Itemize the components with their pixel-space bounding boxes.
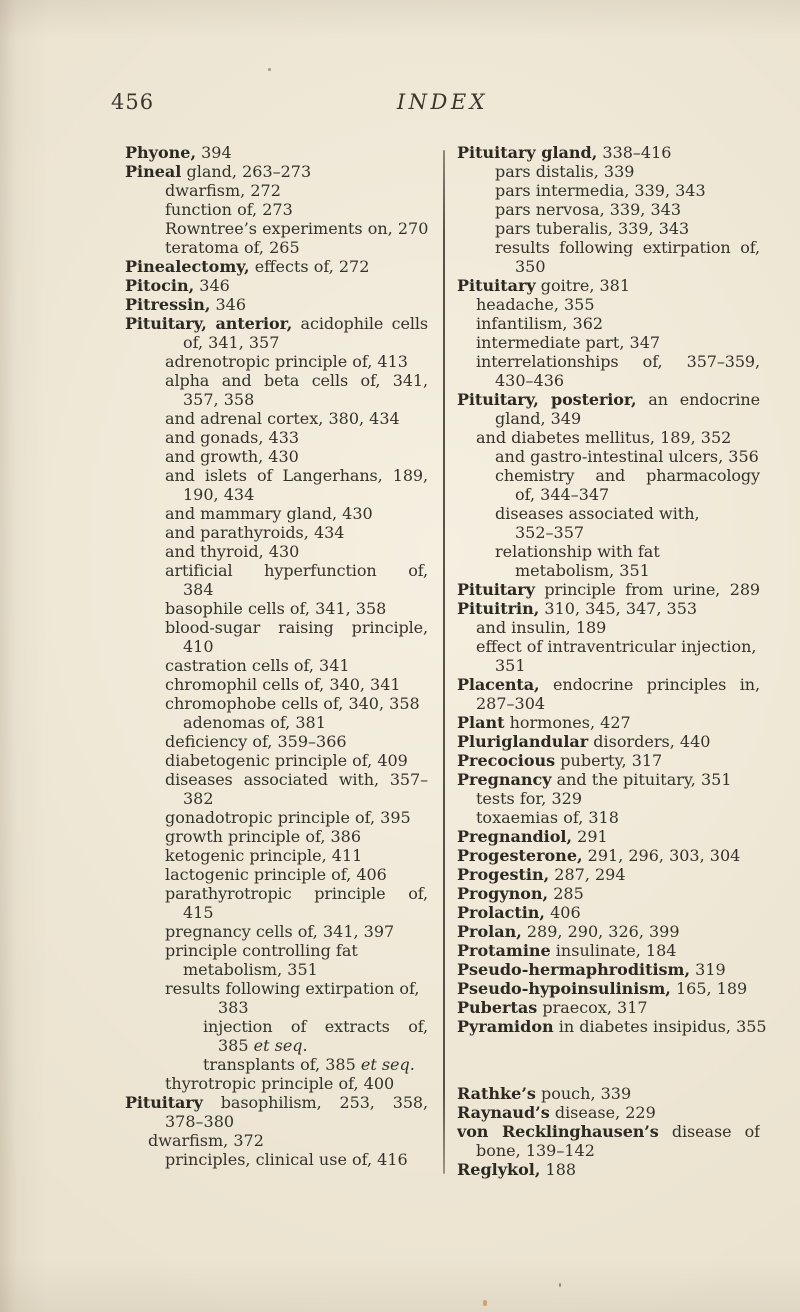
index-entry-line (457, 1122, 760, 1141)
index-entry-line (457, 599, 760, 618)
index-entry-line (125, 295, 428, 314)
index-entry-line (457, 903, 760, 922)
index-entry-text: and gonads, 433 (165, 428, 300, 447)
index-headword: Phyone, (125, 143, 197, 162)
index-entry-text: et seq. (360, 1055, 415, 1074)
index-entry-text: and parathyroids, 434 (165, 523, 345, 542)
index-headword: Prolactin, (457, 903, 545, 922)
index-entry-line (457, 181, 760, 200)
index-headword: Pyramidon (457, 1017, 554, 1036)
index-entry-line (457, 865, 760, 884)
index-entry-text: pars intermedia, 339, 343 (495, 181, 706, 200)
index-entry-text: growth principle of, 386 (165, 827, 362, 846)
index-entry-line (457, 485, 760, 504)
index-entry-line (125, 1150, 428, 1169)
index-entry-line (125, 637, 428, 656)
index-headword: Pseudo-hypoinsulinism, (457, 979, 671, 998)
index-entry-line (457, 1141, 760, 1160)
index-entry-line (457, 827, 760, 846)
index-entry-text: parathyrotropic principle of, (165, 884, 428, 903)
index-entry-text: 406 (545, 903, 581, 922)
index-entry-text: 384 (183, 580, 214, 599)
index-entry-text: and diabetes mellitus, 189, 352 (476, 428, 732, 447)
index-entry-line (125, 713, 428, 732)
index-entry-line (457, 371, 760, 390)
index-entry-line (457, 1017, 767, 1036)
index-title: INDEX (396, 90, 489, 114)
index-entry-text: puberty, 317 (555, 751, 663, 770)
index-entry-line (457, 333, 760, 352)
index-entry-line (125, 314, 428, 333)
index-entry-text: acidophile cells (292, 314, 428, 333)
index-entry-text: 350 (515, 257, 546, 276)
index-entry-text: and the pituitary, 351 (551, 770, 732, 789)
index-entry-text: insulinate, 184 (550, 941, 677, 960)
index-entry-line (457, 428, 760, 447)
index-entry-text: 378–380 (165, 1112, 235, 1131)
index-entry-line (457, 808, 760, 827)
index-entry-text: metabolism, 351 (515, 561, 650, 580)
index-headword: Pitressin, (125, 295, 211, 314)
index-entry-text: castration cells of, 341 (165, 656, 350, 675)
index-entry-line (457, 314, 760, 333)
index-entry-text: gonadotropic principle of, 395 (165, 808, 411, 827)
index-entry-text: alpha and beta cells of, 341, (165, 371, 428, 390)
index-entry-line (125, 219, 428, 238)
index-entry-line (125, 941, 428, 960)
index-entry-line (125, 561, 428, 580)
index-entry-line (457, 713, 760, 732)
index-entry-text: intermediate part, 347 (476, 333, 661, 352)
index-entry-text: 410 (183, 637, 214, 656)
index-entry-line (457, 162, 760, 181)
index-entry-line (125, 599, 428, 618)
index-entry-text: basophile cells of, 341, 358 (165, 599, 387, 618)
index-entry-line (125, 694, 428, 713)
index-entry-text: headache, 355 (476, 295, 595, 314)
index-entry-text: diseases associated with, 357– (165, 770, 428, 789)
index-entry-text: 188 (540, 1160, 577, 1179)
index-headword: Pubertas (457, 998, 538, 1017)
index-entry-text: lactogenic principle of, 406 (165, 865, 387, 884)
paper-speck (483, 1300, 487, 1306)
index-entry-line (125, 352, 428, 371)
index-headword: Pregnandiol, (457, 827, 573, 846)
index-entry-line (457, 770, 760, 789)
index-entry-text: an endocrine (636, 390, 760, 409)
index-entry-text: and islets of Langerhans, 189, (165, 466, 428, 485)
index-entry-line (125, 1131, 428, 1150)
index-entry-line (125, 770, 428, 789)
index-entry-text: endocrine principles in, (539, 675, 760, 694)
index-entry-line (457, 580, 760, 599)
index-entry-text: and gastro-intestinal ulcers, 356 (495, 447, 759, 466)
index-entry-text: 430–436 (495, 371, 565, 390)
index-entry-line (457, 238, 760, 257)
index-entry-text: pars distalis, 339 (495, 162, 635, 181)
index-entry-line (125, 276, 428, 295)
index-entry-line (457, 979, 760, 998)
index-entry-text: 291 (572, 827, 608, 846)
index-entry-text: basophilism, 253, 358, (202, 1093, 428, 1112)
index-entry-line (125, 542, 428, 561)
index-entry-text: 394 (196, 143, 232, 162)
index-entry-line (457, 1103, 760, 1122)
index-entry-text: 382 (183, 789, 214, 808)
index-entry-text: goitre, 381 (535, 276, 631, 295)
index-entry-text: 346 (194, 276, 230, 295)
index-entry-text: 287, 294 (549, 865, 626, 884)
index-entry-line (457, 257, 760, 276)
index-entry-line (457, 390, 760, 409)
index-entry-text: 346 (210, 295, 247, 314)
index-entry-line (125, 789, 428, 808)
index-entry-line (457, 751, 760, 770)
index-entry-line (125, 998, 428, 1017)
index-entry-text: 383 (218, 998, 249, 1017)
index-entry-line (125, 1093, 428, 1112)
index-entry-line (457, 143, 760, 162)
index-headword: Pregnancy (457, 770, 552, 789)
paper-speck (559, 1283, 561, 1287)
index-entry-text: 415 (183, 903, 214, 922)
index-entry-text: results following extirpation of, (165, 979, 420, 998)
index-entry-line (457, 219, 760, 238)
index-headword: Raynaud’s (457, 1103, 550, 1122)
index-entry-text: 357, 358 (183, 390, 255, 409)
index-entry-line (457, 447, 760, 466)
index-entry-line (457, 542, 760, 561)
index-entry-line (125, 238, 428, 257)
index-headword: Progestin, (457, 865, 550, 884)
index-headword: Pinealectomy, (125, 257, 250, 276)
index-entry-line (125, 922, 428, 941)
index-headword: Progesterone, (457, 846, 583, 865)
index-entry-text: bone, 139–142 (476, 1141, 595, 1160)
index-entry-text: injection of extracts of, (203, 1017, 428, 1036)
index-entry-line (125, 656, 428, 675)
paper-speck (268, 68, 271, 71)
index-entry-line (125, 447, 428, 466)
index-entry-line (125, 504, 428, 523)
index-entry-text: chromophobe cells of, 340, 358 (165, 694, 420, 713)
index-headword: Pituitary, anterior, (125, 314, 293, 333)
index-entry-line (457, 504, 760, 523)
index-entry-text: metabolism, 351 (183, 960, 318, 979)
index-entry-text: effects of, 272 (249, 257, 370, 276)
index-entry-line (457, 561, 760, 580)
index-entry-text: artificial hyperfunction of, (165, 561, 428, 580)
index-entry-line (125, 428, 428, 447)
index-entry-text: and thyroid, 430 (165, 542, 300, 561)
index-entry-line (457, 276, 760, 295)
index-entry-line (457, 200, 760, 219)
index-entry-text: principle controlling fat (165, 941, 358, 960)
index-entry-text: disorders, 440 (588, 732, 711, 751)
index-entry-line (457, 941, 760, 960)
index-entry-text: 287–304 (476, 694, 546, 713)
index-entry-text: teratoma of, 265 (165, 238, 300, 257)
index-entry-line (457, 960, 760, 979)
index-entry-line (457, 998, 760, 1017)
index-entry-line (125, 884, 428, 903)
index-entry-text: tests for, 329 (476, 789, 582, 808)
index-entry-line (457, 409, 760, 428)
index-entry-text: and adrenal cortex, 380, 434 (165, 409, 400, 428)
index-entry-text: chemistry and pharmacology (495, 466, 760, 485)
index-headword: Precocious (457, 751, 556, 770)
index-entry-text: 165, 189 (670, 979, 748, 998)
index-entry-line (125, 827, 428, 846)
index-entry-line (125, 390, 428, 409)
index-entry-line (125, 1074, 428, 1093)
index-entry-text: 289, 290, 326, 399 (521, 922, 680, 941)
index-entry-line (125, 409, 428, 428)
index-entry-line (457, 732, 760, 751)
index-entry-text: pars nervosa, 339, 343 (495, 200, 681, 219)
index-entry-line (457, 523, 760, 542)
index-entry-line (457, 1160, 760, 1179)
index-headword: Pituitary, posterior, (457, 390, 637, 409)
index-entry-text: dwarfism, 272 (165, 181, 281, 200)
index-entry-text: and mammary gland, 430 (165, 504, 373, 523)
index-entry-text: 285 (548, 884, 584, 903)
index-entry-line (125, 200, 428, 219)
index-entry-text: disease of (658, 1122, 760, 1141)
index-entry-text: et seq. (253, 1036, 308, 1055)
index-entry-text: praecox, 317 (537, 998, 648, 1017)
index-entry-line (457, 618, 760, 637)
index-entry-text: 319 (690, 960, 726, 979)
index-entry-line (457, 884, 760, 903)
index-headword: Plant (457, 713, 505, 732)
index-entry-line (457, 922, 760, 941)
index-entry-text: chromophil cells of, 340, 341 (165, 675, 401, 694)
index-entry-text: and insulin, 189 (476, 618, 607, 637)
index-entry-text: of, 344–347 (515, 485, 610, 504)
page-number: 456 (111, 90, 155, 114)
column-divider-rule (443, 150, 445, 1174)
index-entry-text: pars tuberalis, 339, 343 (495, 219, 690, 238)
index-entry-text: ketogenic principle, 411 (165, 846, 363, 865)
index-headword: Pitocin, (125, 276, 195, 295)
index-entry-text: gland, 263–273 (181, 162, 312, 181)
index-entry-line (457, 637, 760, 656)
index-entry-line (457, 466, 760, 485)
column-gap (457, 1036, 760, 1084)
index-headword: Placenta, (457, 675, 540, 694)
index-entry-text: 291, 296, 303, 304 (582, 846, 741, 865)
index-entry-line (125, 751, 428, 770)
index-entry-line (125, 466, 428, 485)
index-entry-text: principle from urine, 289 (534, 580, 760, 599)
index-entry-text: infantilism, 362 (476, 314, 604, 333)
index-entry-text: pregnancy cells of, 341, 397 (165, 922, 395, 941)
index-entry-text: dwarfism, 372 (148, 1131, 264, 1150)
index-entry-text: effect of intraventricular injection, (476, 637, 757, 656)
index-entry-line (125, 618, 428, 637)
index-headword: von Recklinghausen’s (457, 1122, 659, 1141)
index-entry-line (125, 1036, 428, 1055)
index-entry-line (125, 371, 428, 390)
index-entry-text: 385 (218, 1036, 254, 1055)
index-entry-line (125, 903, 428, 922)
index-entry-text: 352–357 (515, 523, 585, 542)
index-entry-line (457, 352, 760, 371)
index-entry-line (125, 732, 428, 751)
index-headword: Pituitary (457, 276, 536, 295)
index-right-column (457, 143, 767, 1179)
running-head (0, 90, 800, 120)
index-headword: Reglykol, (457, 1160, 541, 1179)
index-entry-line (125, 181, 428, 200)
index-entry-line (125, 1112, 428, 1131)
index-entry-line (457, 656, 760, 675)
index-entry-text: and growth, 430 (165, 447, 299, 466)
index-entry-line (125, 143, 428, 162)
index-entry-line (125, 485, 428, 504)
index-entry-text: pouch, 339 (535, 1084, 632, 1103)
index-headword: Progynon, (457, 884, 549, 903)
index-entry-text: toxaemias of, 318 (476, 808, 619, 827)
index-entry-line (125, 1055, 428, 1074)
index-entry-text: gland, 349 (495, 409, 582, 428)
index-entry-text: results following extirpation of, (495, 238, 760, 257)
index-headword: Rathke’s (457, 1084, 536, 1103)
index-entry-line (125, 846, 428, 865)
index-entry-text: disease, 229 (549, 1103, 656, 1122)
index-entry-text: relationship with fat (495, 542, 660, 561)
index-entry-text: thyrotropic principle of, 400 (165, 1074, 395, 1093)
index-entry-line (457, 675, 760, 694)
index-entry-text: adenomas of, 381 (183, 713, 326, 732)
index-entry-line (125, 979, 428, 998)
index-headword: Pituitrin, (457, 599, 540, 618)
index-entry-line (125, 580, 428, 599)
index-entry-line (125, 333, 428, 352)
index-entry-text: function of, 273 (165, 200, 293, 219)
index-entry-text: diabetogenic principle of, 409 (165, 751, 408, 770)
index-entry-line (125, 808, 428, 827)
index-headword: Pluriglandular (457, 732, 589, 751)
index-entry-line (125, 675, 428, 694)
index-headword: Pituitary gland, (457, 143, 598, 162)
index-entry-text: in diabetes insipidus, 355 (553, 1017, 767, 1036)
index-entry-line (457, 846, 760, 865)
index-entry-text: 351 (495, 656, 526, 675)
index-entry-text: deficiency of, 359–366 (165, 732, 347, 751)
index-entry-line (125, 257, 428, 276)
index-entry-text: Rowntree’s experiments on, 270 (165, 219, 429, 238)
index-entry-text: blood-sugar raising principle, (165, 618, 428, 637)
index-entry-text: 338–416 (597, 143, 672, 162)
index-entry-line (125, 162, 428, 181)
index-entry-text: 310, 345, 347, 353 (539, 599, 698, 618)
index-headword: Pineal (125, 162, 182, 181)
index-headword: Prolan, (457, 922, 522, 941)
index-entry-text: hormones, 427 (504, 713, 631, 732)
index-headword: Pituitary (125, 1093, 203, 1112)
index-entry-line (125, 523, 428, 542)
index-entry-line (457, 1084, 760, 1103)
index-entry-text: of, 341, 357 (183, 333, 280, 352)
index-entry-text: transplants of, 385 (203, 1055, 361, 1074)
index-entry-text: adrenotropic principle of, 413 (165, 352, 408, 371)
index-headword: Pseudo-hermaphroditism, (457, 960, 691, 979)
index-entry-text: diseases associated with, (495, 504, 700, 523)
index-left-column (125, 143, 428, 1169)
index-entry-line (457, 789, 760, 808)
index-entry-text: interrelationships of, 357–359, (476, 352, 760, 371)
index-entry-text: principles, clinical use of, 416 (165, 1150, 408, 1169)
index-entry-line (125, 865, 428, 884)
index-entry-line (125, 1017, 428, 1036)
index-headword: Protamine (457, 941, 551, 960)
index-entry-line (457, 694, 760, 713)
index-entry-text: 190, 434 (183, 485, 255, 504)
index-headword: Pituitary (457, 580, 535, 599)
index-entry-line (125, 960, 428, 979)
index-entry-line (457, 295, 760, 314)
